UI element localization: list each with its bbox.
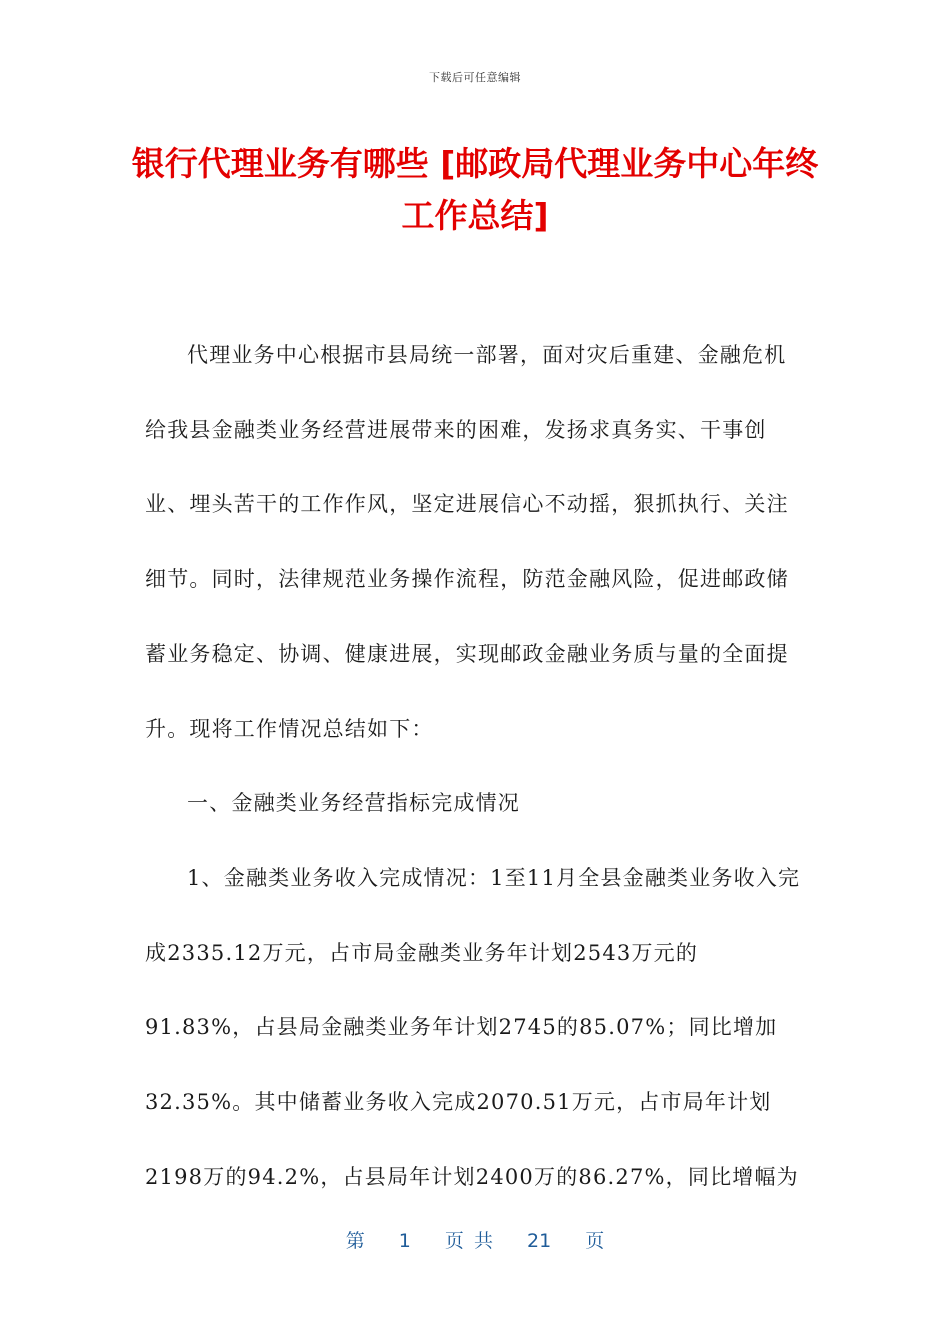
footer-current-page: 1 [398,1230,411,1252]
section-heading: 一、金融类业务经营指标完成情况 [187,791,520,816]
footer-label-total: 页 共 [444,1230,493,1252]
paragraph-revenue: 1、金融类业务收入完成情况：1至11月全县金融类业务收入完成2335.12万元，占市局金融类业务年计划2543万元的91.83%，占县局金融类业务年计划2745的85.07%；同比增加32.35%。其中储蓄业务收入完成2070.51万元，占市局年计划2198万的94.2%，占县局年计划2400万的86.27%，同比增幅为 [145,865,801,1189]
footer-total-pages: 21 [527,1230,552,1252]
footer-label-end: 页 [585,1230,605,1252]
paragraph-intro: 代理业务中心根据市县局统一部署，面对灾后重建、金融危机给我县金融类业务经营进展带来的困难，发扬求真务实、干事创业、埋头苦干的工作作风，坚定进展信心不动摇，狠抓执行、关注细节。同时，法律规范业务操作流程，防范金融风险，促进邮政储蓄业务稳定、协调、健康进展，实现邮政金融业务质与量的全面提升。现将工作情况总结如下： [145,343,789,741]
header-note: 下载后可任意编辑 [429,71,521,84]
document-title: 银行代理业务有哪些 [邮政局代理业务中心年终工作总结] [131,144,819,235]
document-body [145,318,805,1214]
page-footer [0,1226,950,1253]
footer-label-page: 第 [345,1230,365,1252]
